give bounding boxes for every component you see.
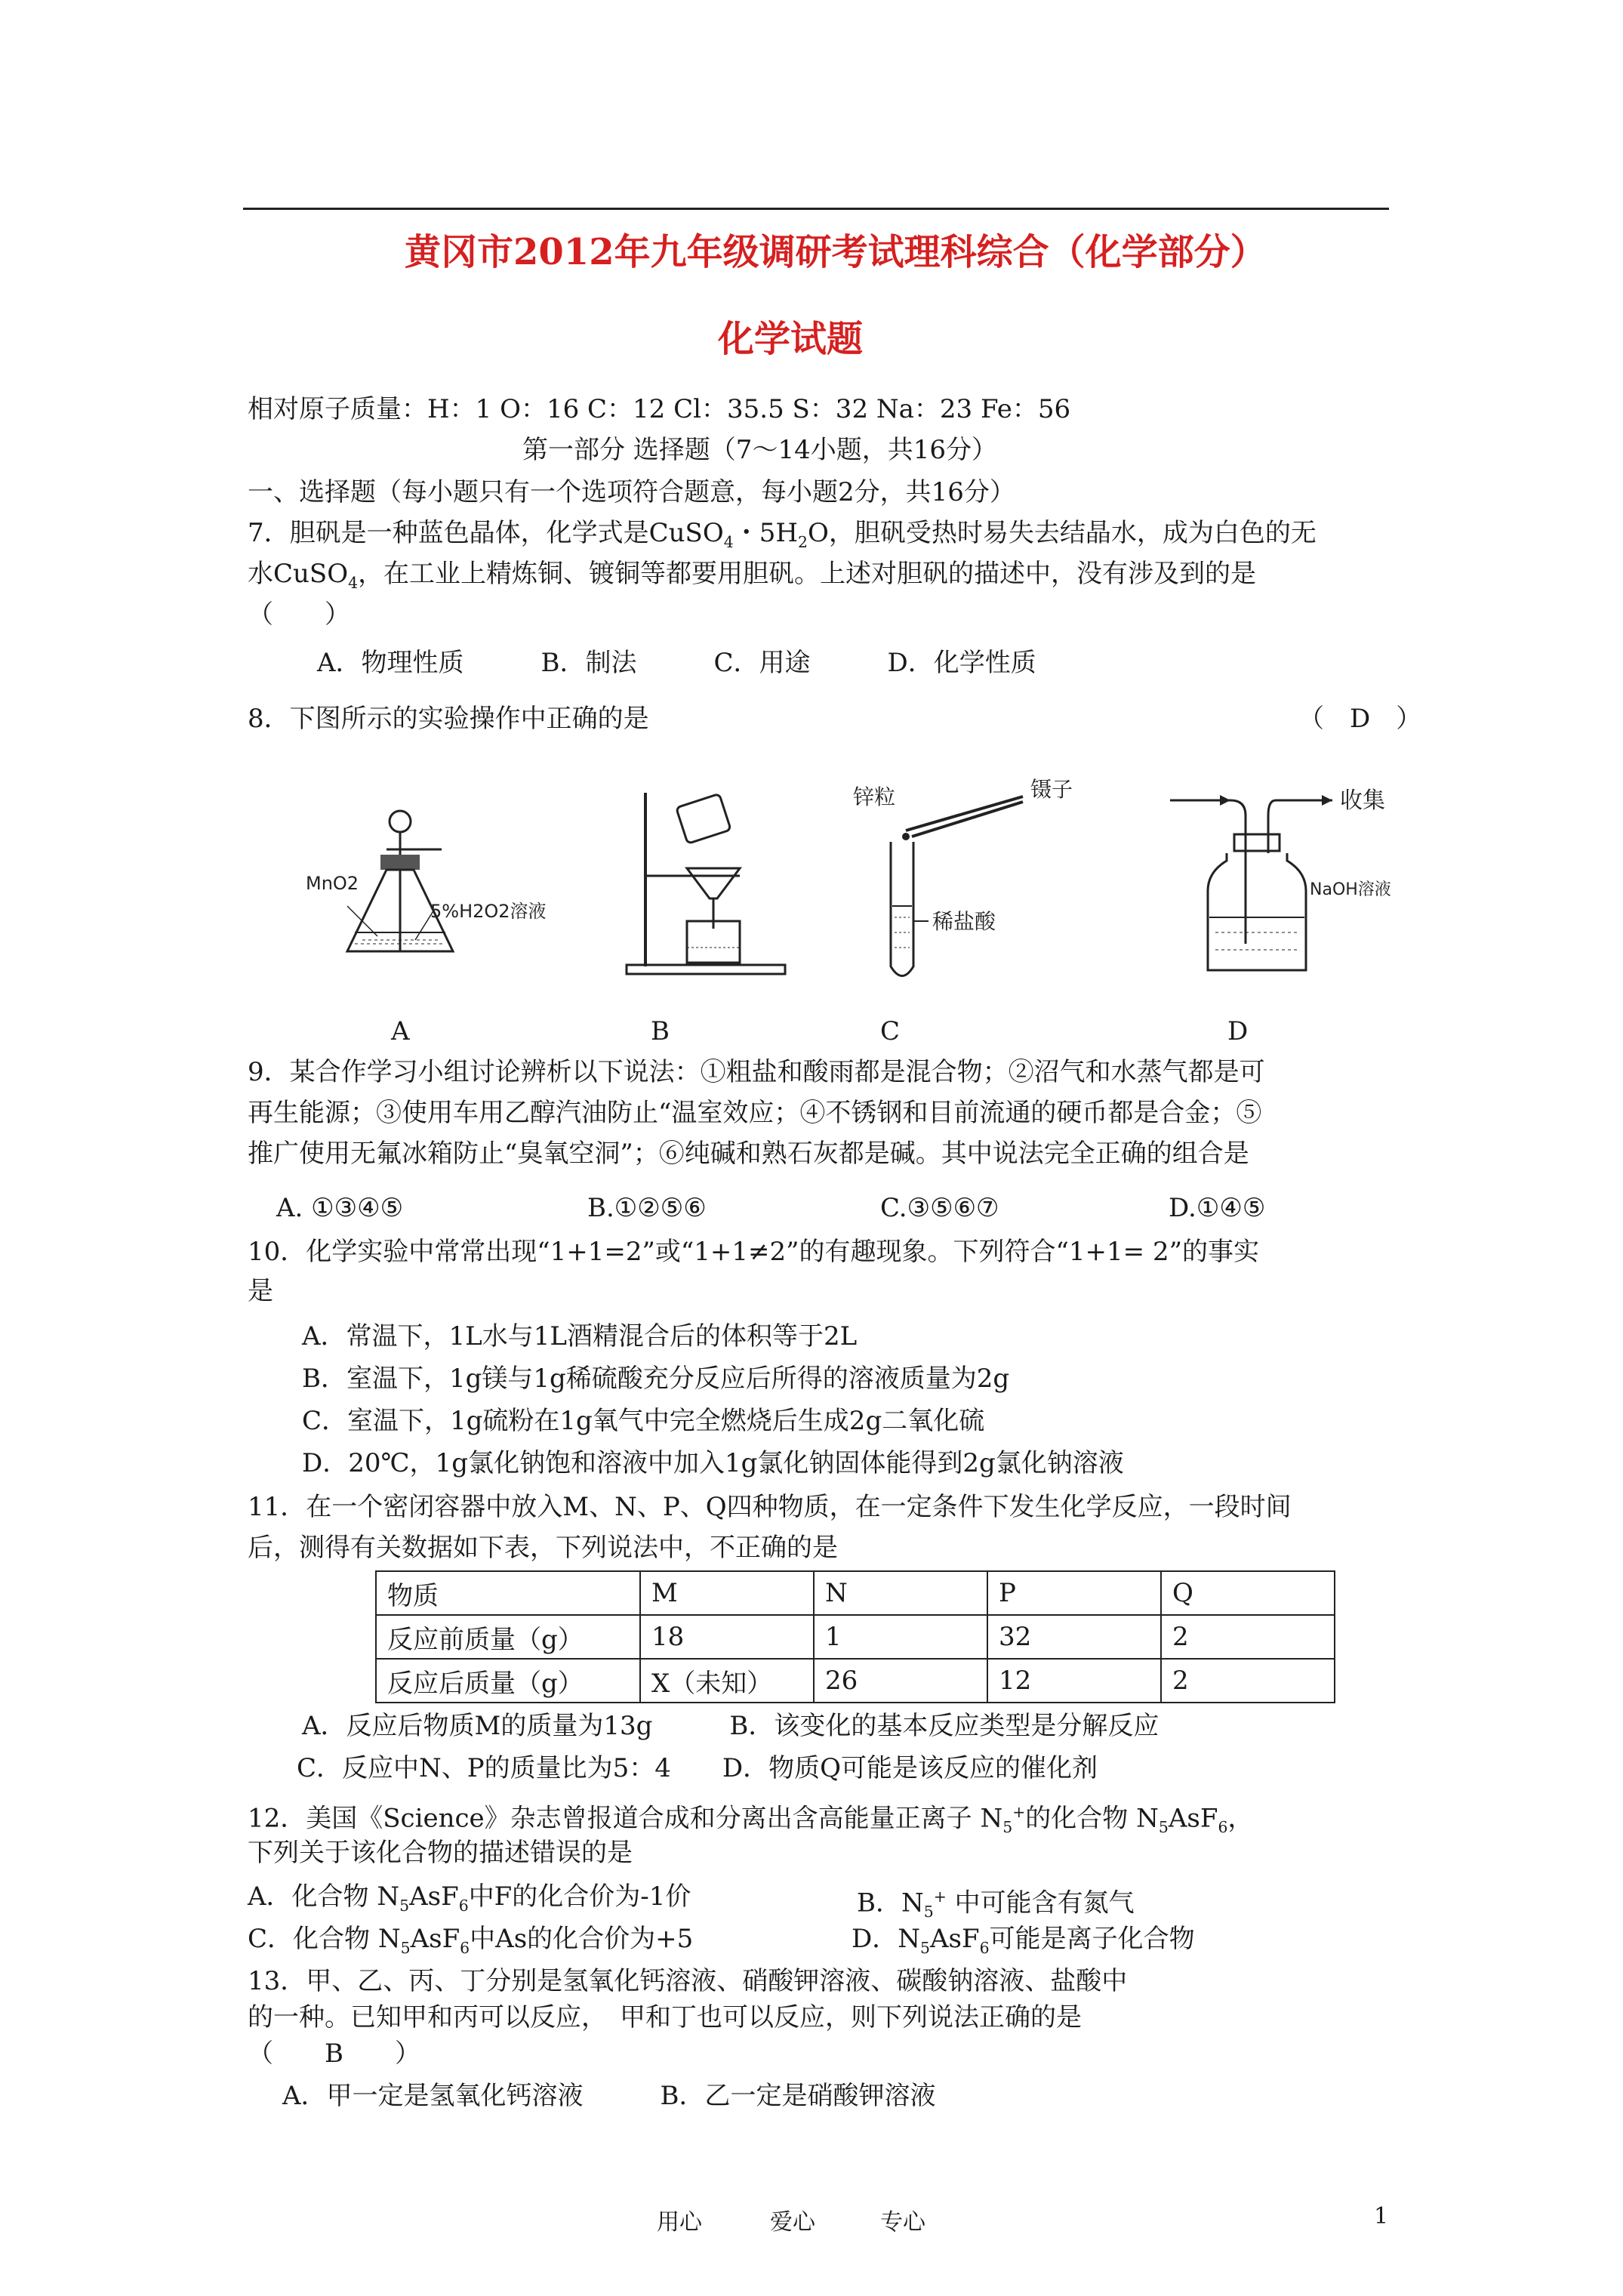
table-cell: 2	[1161, 1615, 1335, 1659]
figure-d-wash-bottle	[1163, 778, 1449, 989]
q9-option-a: A. ①③④⑤	[276, 1193, 404, 1223]
table-row	[376, 1659, 1335, 1703]
q9-line2: 再生能源；③使用车用乙醇汽油防止“温室效应；④不锈钢和目前流通的硬币都是合金；⑤	[248, 1098, 1262, 1128]
table-cell: 18	[640, 1615, 814, 1659]
table-row	[376, 1615, 1335, 1659]
q11-options-ab: A．反应后物质M的质量为13g B．该变化的基本反应类型是分解反应	[302, 1711, 1160, 1741]
section-heading: 一、选择题（每小题只有一个选项符合题意，每小题2分，共16分）	[248, 477, 1015, 507]
q12-option-b: B．$N_5^+$ 中可能含有氮气	[857, 1888, 1135, 1922]
q12-option-c: C．化合物 $N_5AsF_6$中As的化合价为+5	[248, 1924, 694, 1957]
q7-line1: 7．胆矾是一种蓝色晶体，化学式是CuSO$_4$・$5H_2O$，胆矾受热时易失去结晶水，成为白色的无	[248, 518, 1317, 551]
table-cell: N	[814, 1571, 987, 1615]
q7-line2: 水CuSO$_4$，在工业上精炼铜、镀铜等都要用胆矾。上述对胆矾的描述中，没有涉及到的是	[248, 559, 1257, 592]
table-cell: M	[640, 1571, 814, 1615]
q8-stem: 8．下图所示的实验操作中正确的是	[248, 704, 649, 734]
table-cell: 32	[987, 1615, 1161, 1659]
q10-option-b: B．室温下，1g镁与1g稀硫酸充分反应后所得的溶液质量为2g	[302, 1364, 1010, 1394]
q13-line1: 13．甲、乙、丙、丁分别是氢氧化钙溶液、硝酸钾溶液、碳酸钠溶液、盐酸中	[248, 1966, 1128, 1996]
figure-label-a: A	[391, 1016, 410, 1046]
q10-option-c: C．室温下，1g硫粉在1g氧气中完全燃烧后生成2g二氧化硫	[302, 1406, 985, 1436]
figure-a-solution-label: 5%H2O2溶液	[430, 901, 547, 922]
figure-c-zinc-label: 锌粒	[853, 784, 896, 809]
q13-line2: 的一种。已知甲和丙可以反应， 甲和丁也可以反应，则下列说法正确的是	[248, 2002, 1082, 2032]
footer-left: 用心	[657, 2209, 702, 2236]
footer-right: 专心	[880, 2209, 925, 2236]
figure-label-c: C	[880, 1016, 901, 1046]
page-title: 黄冈市2012年九年级调研考试理科综合（化学部分）	[405, 231, 1267, 273]
table-cell: P	[987, 1571, 1161, 1615]
figure-d-naoh-label: NaOH溶液	[1310, 880, 1391, 899]
q8-answer: （ D ）	[1298, 704, 1422, 734]
q11-line2: 后，测得有关数据如下表，下列说法中，不正确的是	[248, 1533, 838, 1563]
table-cell: 反应前质量（g）	[376, 1615, 640, 1659]
q11-options-cd: C．反应中N、P的质量比为5：4 D．物质Q可能是该反应的催化剂	[297, 1753, 1098, 1783]
table-cell: 26	[814, 1659, 987, 1703]
header-rule	[243, 208, 1389, 210]
table-cell: 2	[1161, 1659, 1335, 1703]
figure-label-b: B	[651, 1016, 670, 1046]
q12-option-a: A．化合物 $N_5AsF_6$中F的化合价为-1价	[248, 1881, 691, 1915]
q7-line3: （ ）	[248, 599, 350, 630]
table-cell: 1	[814, 1615, 987, 1659]
figure-label-d: D	[1227, 1016, 1249, 1046]
page-subtitle: 化学试题	[718, 318, 864, 360]
table-cell: 反应后质量（g）	[376, 1659, 640, 1703]
q12-line2: 下列关于该化合物的描述错误的是	[248, 1838, 633, 1868]
q10-option-d: D．20℃，1g氯化钠饱和溶液中加入1g氯化钠固体能得到2g氯化钠溶液	[302, 1448, 1124, 1478]
figure-d-collect-label: 收集	[1340, 787, 1385, 814]
q9-option-c: C.③⑤⑥⑦	[880, 1193, 999, 1223]
q10-line1: 10．化学实验中常常出现“1+1=2”或“1+1≠2”的有趣现象。下列符合“1+1= 2”的事实	[248, 1237, 1259, 1267]
q7-options: A．物理性质 B．制法 C．用途 D．化学性质	[317, 648, 1036, 678]
figure-a-flask	[302, 800, 581, 982]
figure-b-filtration	[611, 785, 793, 989]
q9-line3: 推广使用无氟冰箱防止“臭氧空洞”；⑥纯碱和熟石灰都是碱。其中说法完全正确的组合是	[248, 1139, 1249, 1169]
table-cell: 12	[987, 1659, 1161, 1703]
table-cell: X（未知）	[640, 1659, 814, 1703]
q11-data-table	[375, 1570, 1335, 1703]
figure-c-test-tube	[830, 770, 1125, 997]
table-cell: Q	[1161, 1571, 1335, 1615]
q9-option-d: D.①④⑤	[1169, 1193, 1266, 1223]
atomic-mass-line: 相对原子质量：H：1 O：16 C：12 Cl：35.5 S：32 Na：23 Fe：56	[248, 394, 1071, 424]
q11-line1: 11．在一个密闭容器中放入M、N、P、Q四种物质，在一定条件下发生化学反应，一段时间	[248, 1492, 1292, 1522]
figure-a-mno2-label: MnO2	[306, 873, 359, 894]
table-row	[376, 1571, 1335, 1615]
q10-line2: 是	[248, 1276, 273, 1306]
q9-option-b: B.①②⑤⑥	[587, 1193, 707, 1223]
q9-line1: 9．某合作学习小组讨论辨析以下说法：①粗盐和酸雨都是混合物；②沼气和水蒸气都是可	[248, 1057, 1265, 1087]
part-heading: 第一部分 选择题（7～14小题，共16分）	[522, 435, 997, 465]
q12-line1: 12．美国《Science》杂志曾报道合成和分离出含高能量正离子 $N_5^+$的化合物 $N_5AsF_6$，	[248, 1803, 1254, 1837]
page-number: 1	[1374, 2203, 1389, 2230]
footer-middle: 爱心	[770, 2209, 815, 2236]
q13-options: A．甲一定是氢氧化钙溶液 B．乙一定是硝酸钾溶液	[282, 2081, 936, 2111]
q10-option-a: A．常温下，1L水与1L酒精混合后的体积等于2L	[302, 1321, 858, 1351]
figure-c-acid-label: 稀盐酸	[932, 909, 996, 934]
q13-line3: （ B ）	[248, 2039, 420, 2069]
q12-option-d: D．$N_5AsF_6$可能是离子化合物	[852, 1924, 1195, 1957]
figure-c-tweezers-label: 镊子	[1030, 777, 1073, 802]
table-cell: 物质	[376, 1571, 640, 1615]
